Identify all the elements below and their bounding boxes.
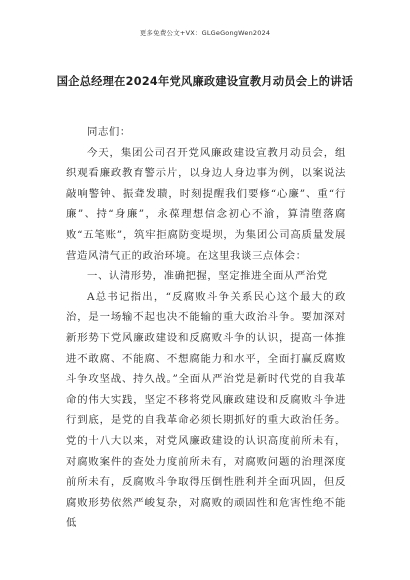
paragraph-body: A总书记指出，“反腐败斗争关系民心这个最大的政治，是一场输不起也决不能输的重大政治斗争。要加深对新形势下党风廉政建设和反腐败斗争的认识，提高一体推进不敢腐、不能腐、不想腐能力和水平，全面打赢反腐败斗争攻坚战、持久战。”全面从严治党是新时代党的自我革命的伟大实践，坚定不移将党风廉政建设和反腐败斗争进行到底，是党的自我革命必须长期抓好的重大政治任务。党的十八大以来，对党风廉政建设的认识高度前所未有，对腐败案件的查处力度前所未有，对腐败问题的治理深度前所未有，反腐败斗争取得压倒性胜利并全面巩固，但反腐败形势依然严峻复杂，对腐败的顽固性和危害性绝不能低 <box>66 290 346 530</box>
section-heading-1: 一、认清形势，准确把握，坚定推进全面从严治党 <box>87 270 328 283</box>
document-body <box>66 122 346 534</box>
greeting: 同志们： <box>87 126 131 138</box>
paragraph-intro: 今天，集团公司召开党风廉政建设宣教月动员会，组织观看廉政教育警示片，以身边人身边事为例，以案说法敲响警钟、振聋发聩，时刻提醒我们要修“心廉”、重“行廉”、持“身廉”，永葆理想信念初心不渝，算清堕落腐败“五笔账”，筑牢拒腐防变堤坝，为集团公司高质量发展营造风清气正的政治环境。在这里我谈三点体会： <box>66 146 346 262</box>
document-title: 国企总经理在2024年党风廉政建设宣教月动员会上的讲话 <box>56 75 354 88</box>
header-note: 更多免费公文+VX：GLGeGongWen2024 <box>139 29 271 37</box>
